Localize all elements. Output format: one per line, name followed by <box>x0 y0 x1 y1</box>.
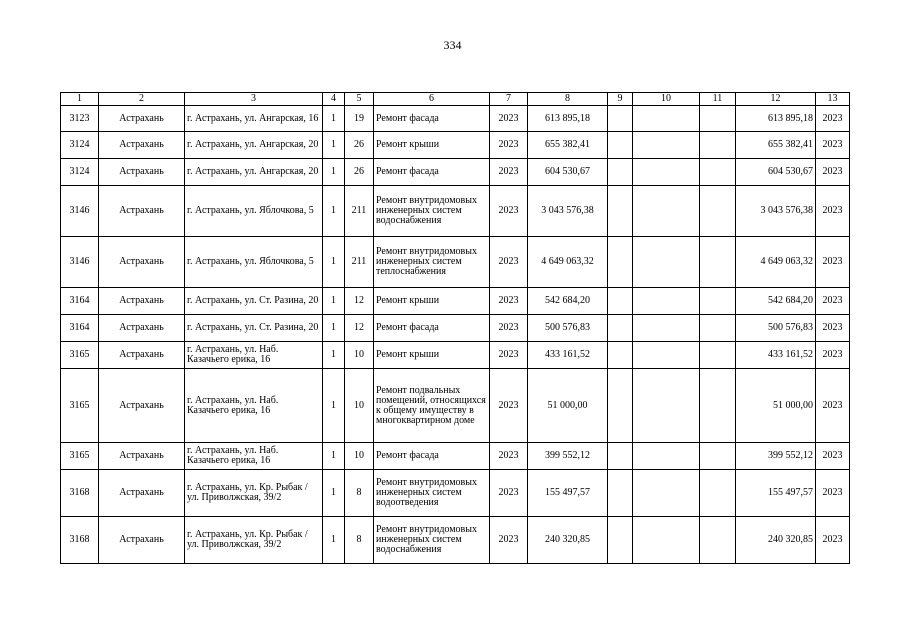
year-cell: 2023 <box>490 186 528 237</box>
address-cell: г. Астрахань, ул. Ангарская, 20 <box>185 132 323 159</box>
col10-cell <box>633 237 700 288</box>
col4-cell: 1 <box>323 237 345 288</box>
col10-cell <box>633 342 700 369</box>
col10-cell <box>633 159 700 186</box>
house-id-cell: 3124 <box>61 159 99 186</box>
col5-cell: 12 <box>345 315 374 342</box>
col9-cell <box>608 369 633 443</box>
cost-cell: 155 497,57 <box>528 470 608 517</box>
address-cell: г. Астрахань, ул. Ангарская, 20 <box>185 159 323 186</box>
col4-cell: 1 <box>323 443 345 470</box>
col9-cell <box>608 342 633 369</box>
table-row <box>61 315 850 342</box>
total-cost-cell: 4 649 063,32 <box>736 237 816 288</box>
house-id-cell: 3168 <box>61 470 99 517</box>
column-header-12: 12 <box>736 93 816 106</box>
col5-cell: 26 <box>345 159 374 186</box>
col9-cell <box>608 315 633 342</box>
total-cost-cell: 613 895,18 <box>736 106 816 132</box>
address-cell: г. Астрахань, ул. Кр. Рыбак / ул. Приволжская, 39/2 <box>185 470 323 517</box>
year-end-cell: 2023 <box>816 315 850 342</box>
col10-cell <box>633 288 700 315</box>
work-type-cell: Ремонт фасада <box>374 315 490 342</box>
address-cell: г. Астрахань, ул. Ст. Разина, 20 <box>185 288 323 315</box>
year-end-cell: 2023 <box>816 132 850 159</box>
city-cell: Астрахань <box>99 443 185 470</box>
total-cost-cell: 155 497,57 <box>736 470 816 517</box>
year-cell: 2023 <box>490 517 528 564</box>
cost-cell: 500 576,83 <box>528 315 608 342</box>
house-id-cell: 3164 <box>61 315 99 342</box>
col5-cell: 10 <box>345 443 374 470</box>
work-type-cell: Ремонт подвальных помещений, относящихся к общему имуществу в многоквартирном доме <box>374 369 490 443</box>
work-type-cell: Ремонт внутридомовых инженерных систем водоснабжения <box>374 517 490 564</box>
table-row <box>61 369 850 443</box>
cost-cell: 655 382,41 <box>528 132 608 159</box>
col5-cell: 8 <box>345 517 374 564</box>
cost-cell: 433 161,52 <box>528 342 608 369</box>
table-row <box>61 106 850 132</box>
col5-cell: 211 <box>345 237 374 288</box>
total-cost-cell: 3 043 576,38 <box>736 186 816 237</box>
year-end-cell: 2023 <box>816 342 850 369</box>
city-cell: Астрахань <box>99 186 185 237</box>
city-cell: Астрахань <box>99 159 185 186</box>
col9-cell <box>608 106 633 132</box>
col4-cell: 1 <box>323 106 345 132</box>
address-cell: г. Астрахань, ул. Наб. Казачьего ерика, 16 <box>185 342 323 369</box>
city-cell: Астрахань <box>99 237 185 288</box>
col9-cell <box>608 186 633 237</box>
col10-cell <box>633 369 700 443</box>
year-cell: 2023 <box>490 237 528 288</box>
house-id-cell: 3168 <box>61 517 99 564</box>
total-cost-cell: 399 552,12 <box>736 443 816 470</box>
house-id-cell: 3165 <box>61 342 99 369</box>
column-header-1: 1 <box>61 93 99 106</box>
address-cell: г. Астрахань, ул. Наб. Казачьего ерика, 16 <box>185 443 323 470</box>
col11-cell <box>700 517 736 564</box>
year-cell: 2023 <box>490 159 528 186</box>
address-cell: г. Астрахань, ул. Наб. Казачьего ерика, 16 <box>185 369 323 443</box>
col9-cell <box>608 237 633 288</box>
col11-cell <box>700 315 736 342</box>
house-id-cell: 3124 <box>61 132 99 159</box>
cost-cell: 604 530,67 <box>528 159 608 186</box>
cost-cell: 542 684,20 <box>528 288 608 315</box>
total-cost-cell: 542 684,20 <box>736 288 816 315</box>
work-type-cell: Ремонт фасада <box>374 159 490 186</box>
year-cell: 2023 <box>490 315 528 342</box>
address-cell: г. Астрахань, ул. Ст. Разина, 20 <box>185 315 323 342</box>
col9-cell <box>608 132 633 159</box>
address-cell: г. Астрахань, ул. Яблочкова, 5 <box>185 237 323 288</box>
col5-cell: 12 <box>345 288 374 315</box>
col10-cell <box>633 315 700 342</box>
col5-cell: 8 <box>345 470 374 517</box>
col4-cell: 1 <box>323 470 345 517</box>
cost-cell: 4 649 063,32 <box>528 237 608 288</box>
city-cell: Астрахань <box>99 470 185 517</box>
col5-cell: 10 <box>345 342 374 369</box>
table-row <box>61 237 850 288</box>
total-cost-cell: 500 576,83 <box>736 315 816 342</box>
city-cell: Астрахань <box>99 132 185 159</box>
column-header-4: 4 <box>323 93 345 106</box>
table-row <box>61 288 850 315</box>
col5-cell: 19 <box>345 106 374 132</box>
col4-cell: 1 <box>323 315 345 342</box>
table-row <box>61 470 850 517</box>
table-row <box>61 132 850 159</box>
col4-cell: 1 <box>323 342 345 369</box>
column-header-6: 6 <box>374 93 490 106</box>
year-end-cell: 2023 <box>816 443 850 470</box>
col9-cell <box>608 288 633 315</box>
city-cell: Астрахань <box>99 106 185 132</box>
house-id-cell: 3164 <box>61 288 99 315</box>
year-end-cell: 2023 <box>816 470 850 517</box>
total-cost-cell: 240 320,85 <box>736 517 816 564</box>
col4-cell: 1 <box>323 517 345 564</box>
total-cost-cell: 433 161,52 <box>736 342 816 369</box>
work-type-cell: Ремонт фасада <box>374 443 490 470</box>
col9-cell <box>608 159 633 186</box>
year-cell: 2023 <box>490 288 528 315</box>
col10-cell <box>633 132 700 159</box>
year-cell: 2023 <box>490 342 528 369</box>
column-header-13: 13 <box>816 93 850 106</box>
col11-cell <box>700 132 736 159</box>
year-end-cell: 2023 <box>816 186 850 237</box>
table-row <box>61 443 850 470</box>
col5-cell: 211 <box>345 186 374 237</box>
table-row <box>61 159 850 186</box>
cost-cell: 613 895,18 <box>528 106 608 132</box>
col10-cell <box>633 470 700 517</box>
col11-cell <box>700 186 736 237</box>
col4-cell: 1 <box>323 186 345 237</box>
total-cost-cell: 655 382,41 <box>736 132 816 159</box>
col9-cell <box>608 470 633 517</box>
address-cell: г. Астрахань, ул. Кр. Рыбак / ул. Приволжская, 39/2 <box>185 517 323 564</box>
year-cell: 2023 <box>490 443 528 470</box>
header-row <box>61 93 850 106</box>
house-id-cell: 3165 <box>61 369 99 443</box>
house-id-cell: 3165 <box>61 443 99 470</box>
cost-cell: 240 320,85 <box>528 517 608 564</box>
work-type-cell: Ремонт крыши <box>374 132 490 159</box>
table-row <box>61 342 850 369</box>
total-cost-cell: 51 000,00 <box>736 369 816 443</box>
col5-cell: 26 <box>345 132 374 159</box>
col4-cell: 1 <box>323 132 345 159</box>
work-type-cell: Ремонт крыши <box>374 288 490 315</box>
col9-cell <box>608 517 633 564</box>
work-type-cell: Ремонт внутридомовых инженерных систем водоснабжения <box>374 186 490 237</box>
house-id-cell: 3123 <box>61 106 99 132</box>
column-header-10: 10 <box>633 93 700 106</box>
col11-cell <box>700 159 736 186</box>
column-header-7: 7 <box>490 93 528 106</box>
city-cell: Астрахань <box>99 315 185 342</box>
house-id-cell: 3146 <box>61 237 99 288</box>
page-number: 334 <box>443 38 462 52</box>
city-cell: Астрахань <box>99 517 185 564</box>
work-type-cell: Ремонт крыши <box>374 342 490 369</box>
year-end-cell: 2023 <box>816 237 850 288</box>
col11-cell <box>700 288 736 315</box>
year-end-cell: 2023 <box>816 159 850 186</box>
year-cell: 2023 <box>490 470 528 517</box>
year-end-cell: 2023 <box>816 517 850 564</box>
col4-cell: 1 <box>323 288 345 315</box>
work-type-cell: Ремонт внутридомовых инженерных систем водоотведения <box>374 470 490 517</box>
cost-cell: 3 043 576,38 <box>528 186 608 237</box>
year-end-cell: 2023 <box>816 288 850 315</box>
city-cell: Астрахань <box>99 342 185 369</box>
city-cell: Астрахань <box>99 288 185 315</box>
column-header-8: 8 <box>528 93 608 106</box>
city-cell: Астрахань <box>99 369 185 443</box>
address-cell: г. Астрахань, ул. Яблочкова, 5 <box>185 186 323 237</box>
column-header-2: 2 <box>99 93 185 106</box>
col10-cell <box>633 517 700 564</box>
house-id-cell: 3146 <box>61 186 99 237</box>
col10-cell <box>633 106 700 132</box>
total-cost-cell: 604 530,67 <box>736 159 816 186</box>
col11-cell <box>700 443 736 470</box>
col10-cell <box>633 186 700 237</box>
work-type-cell: Ремонт внутридомовых инженерных систем теплоснабжения <box>374 237 490 288</box>
year-cell: 2023 <box>490 132 528 159</box>
column-header-11: 11 <box>700 93 736 106</box>
work-type-cell: Ремонт фасада <box>374 106 490 132</box>
column-header-9: 9 <box>608 93 633 106</box>
capital-repair-table <box>60 92 850 564</box>
col4-cell: 1 <box>323 369 345 443</box>
table-row <box>61 186 850 237</box>
cost-cell: 51 000,00 <box>528 369 608 443</box>
col5-cell: 10 <box>345 369 374 443</box>
year-end-cell: 2023 <box>816 106 850 132</box>
col10-cell <box>633 443 700 470</box>
col4-cell: 1 <box>323 159 345 186</box>
cost-cell: 399 552,12 <box>528 443 608 470</box>
col11-cell <box>700 369 736 443</box>
col11-cell <box>700 106 736 132</box>
table-row <box>61 517 850 564</box>
col11-cell <box>700 470 736 517</box>
col9-cell <box>608 443 633 470</box>
column-header-3: 3 <box>185 93 323 106</box>
address-cell: г. Астрахань, ул. Ангарская, 16 <box>185 106 323 132</box>
year-cell: 2023 <box>490 106 528 132</box>
year-end-cell: 2023 <box>816 369 850 443</box>
column-header-5: 5 <box>345 93 374 106</box>
col11-cell <box>700 342 736 369</box>
table-body <box>61 106 850 564</box>
col11-cell <box>700 237 736 288</box>
year-cell: 2023 <box>490 369 528 443</box>
